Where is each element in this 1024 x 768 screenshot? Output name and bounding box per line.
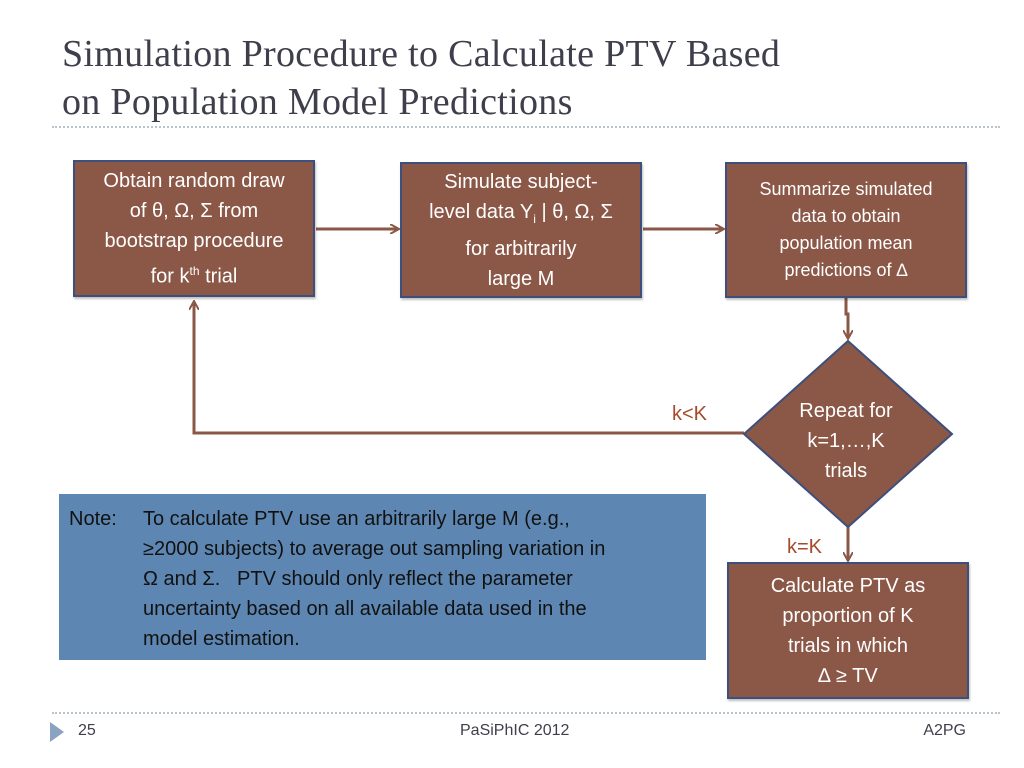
step3-line-4: predictions of ∆ <box>784 260 908 280</box>
note-box <box>59 494 706 660</box>
step1-line-1: Obtain random draw <box>103 169 285 192</box>
step4-line-1: Calculate PTV as <box>770 574 926 597</box>
note-line-1: To calculate PTV use an arbitrarily large M (e.g., <box>143 508 570 530</box>
note-line-2: ≥2000 subjects) to average out sampling variation in <box>143 538 606 560</box>
step3-line-2: data to obtain <box>791 206 901 226</box>
note-line-3: Ω and Σ. PTV should only reflect the parameter <box>143 568 573 590</box>
note-line-4: uncertainty based on all available data used in the <box>143 598 587 620</box>
step1-line-3: bootstrap procedure <box>104 229 284 252</box>
step3-line-3: population mean <box>779 233 913 253</box>
step1-line-4 <box>103 256 284 292</box>
step2-subscript: i <box>533 211 536 226</box>
step1-line-2: of θ, Ω, Σ from <box>129 199 259 222</box>
footer-conference: PaSiPhIC 2012 <box>460 722 570 739</box>
step-simulate-subject-data <box>400 162 642 298</box>
step4-line-3: trials in which <box>787 634 909 657</box>
step2-line-2 <box>429 197 613 234</box>
step2-line-4: large M <box>487 267 555 290</box>
step2-line-2-prefix: level data Y <box>429 200 534 223</box>
step2-line-1: Simulate subject- <box>444 170 598 193</box>
step2-line-3: for arbitrarily <box>465 237 577 260</box>
note-body <box>143 504 694 660</box>
decision-line-1: Repeat for <box>799 400 893 422</box>
arrow-step3-to-decision <box>846 298 848 338</box>
decision-label <box>771 396 921 486</box>
slide-title-line-2: on Population Model Predictions <box>62 81 573 123</box>
footer-divider <box>52 712 1000 714</box>
step1-line-4-suffix: trial <box>199 265 238 288</box>
step1-superscript: th <box>189 263 200 278</box>
edge-label-k-less-than-K: k<K <box>672 403 708 425</box>
step3-line-1: Summarize simulated <box>759 179 933 199</box>
step4-line-2: proportion of K <box>782 604 914 627</box>
step1-line-4-prefix: for k <box>150 265 190 288</box>
step-obtain-random-draw <box>73 160 315 297</box>
step4-line-4: ∆ ≥ TV <box>818 664 878 687</box>
slide-number: 25 <box>78 722 96 739</box>
slide-title-line-1: Simulation Procedure to Calculate PTV Based <box>62 33 781 75</box>
footer-triangle-icon <box>50 722 64 742</box>
note-line-5: model estimation. <box>143 628 300 650</box>
step-summarize-simulated-data <box>725 162 967 298</box>
note-prefix: Note: <box>69 508 117 530</box>
decision-line-2: k=1,…,K <box>807 430 885 452</box>
step-calculate-ptv <box>727 562 969 699</box>
decision-line-3: trials <box>824 460 868 482</box>
edge-label-k-equals-K: k=K <box>787 536 823 558</box>
footer-organization: A2PG <box>923 722 966 739</box>
step2-line-2-suffix: | θ, Ω, Σ <box>535 200 613 223</box>
arrow-loop-back <box>194 302 744 433</box>
